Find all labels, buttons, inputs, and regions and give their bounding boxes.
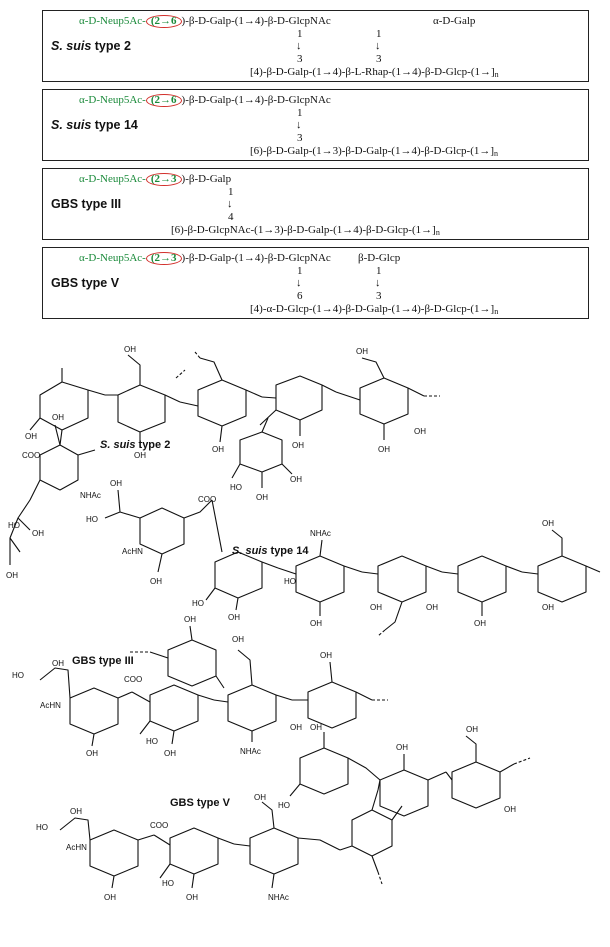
panel-1-extra-branch: α-D-Galp bbox=[433, 15, 476, 27]
svg-text:HO: HO bbox=[36, 823, 48, 832]
panel-3-one-a: 1 bbox=[228, 186, 234, 198]
svg-text:HO: HO bbox=[284, 577, 296, 586]
panel-3-chain: )-β-D-Galp bbox=[181, 173, 232, 185]
svg-text:HO: HO bbox=[8, 521, 20, 530]
svg-text:OH: OH bbox=[52, 413, 64, 422]
svg-text:COO: COO bbox=[198, 495, 217, 504]
sialic-acid-label: α-D-Neup5Ac- bbox=[79, 15, 146, 27]
svg-text:COO: COO bbox=[150, 821, 169, 830]
svg-text:OH: OH bbox=[396, 743, 408, 752]
svg-text:OH: OH bbox=[474, 619, 486, 628]
svg-text:OH: OH bbox=[104, 893, 116, 902]
linkage-highlight: (2→3 bbox=[146, 252, 182, 265]
structure-label-gbs-type3: GBS type III bbox=[72, 655, 134, 667]
svg-text:OH: OH bbox=[70, 807, 82, 816]
svg-text:OH: OH bbox=[6, 571, 18, 580]
panel-4-pos-b: 3 bbox=[376, 290, 382, 302]
svg-text:NHAc: NHAc bbox=[310, 529, 331, 538]
structure-label-gbs-type5: GBS type V bbox=[170, 797, 230, 809]
panel-2-arrow-a: ↓ bbox=[296, 119, 302, 131]
svg-text:HO: HO bbox=[192, 599, 204, 608]
panel-3-pos-a: 4 bbox=[228, 211, 234, 223]
svg-text:HO: HO bbox=[230, 483, 242, 492]
svg-text:OH: OH bbox=[310, 723, 322, 732]
svg-text:OH: OH bbox=[254, 793, 266, 802]
svg-text:AcHN: AcHN bbox=[66, 843, 87, 852]
structure-label-ssuis-type14: S. suis type 14 bbox=[232, 545, 309, 557]
svg-text:OH: OH bbox=[466, 725, 478, 734]
panel-3-title: GBS type III bbox=[51, 197, 122, 211]
panel-1-arrow-b: ↓ bbox=[375, 40, 381, 52]
panel-3-backbone: $[6)-\beta-D-GlcpNAc-(1\to 3)-\beta-D-Galp-(1\to 4)-\beta-D-Glcp-(1\to]_n$ bbox=[171, 224, 440, 237]
panel-1-one-a: 1 bbox=[297, 28, 303, 40]
svg-text:OH: OH bbox=[414, 427, 426, 436]
svg-text:OH: OH bbox=[310, 619, 322, 628]
svg-text:HO: HO bbox=[86, 515, 98, 524]
panel-4-arrow-b: ↓ bbox=[375, 277, 381, 289]
svg-text:HO: HO bbox=[278, 801, 290, 810]
svg-text:NHAc: NHAc bbox=[268, 893, 289, 902]
svg-text:OH: OH bbox=[150, 577, 162, 586]
svg-text:OH: OH bbox=[134, 451, 146, 460]
panel-ssuis-type14 bbox=[42, 89, 589, 161]
svg-text:OH: OH bbox=[426, 603, 438, 612]
panel-4-pos-a: 6 bbox=[297, 290, 303, 302]
panel-1-arrow-a: ↓ bbox=[296, 40, 302, 52]
svg-text:OH: OH bbox=[186, 893, 198, 902]
panel-gbs-type5 bbox=[42, 247, 589, 319]
panel-2-backbone: $[6)-\beta-D-Galp-(1\to 3)-\beta-D-Galp-(1\to 4)-\beta-D-Glcp-(1\to]_n$ bbox=[250, 145, 499, 158]
panel-4-one-a: 1 bbox=[297, 265, 303, 277]
panel-2-one-a: 1 bbox=[297, 107, 303, 119]
panel-3-main-line bbox=[79, 173, 231, 186]
structure-label-ssuis-type2: S. suis type 2 bbox=[100, 439, 171, 451]
structure-gbs-type5 bbox=[60, 732, 530, 888]
svg-text:OH: OH bbox=[232, 635, 244, 644]
panel-4-main-line bbox=[79, 252, 331, 265]
svg-text:HO: HO bbox=[146, 737, 158, 746]
panel-1-pos-a: 3 bbox=[297, 53, 303, 65]
panel-4-arrow-a: ↓ bbox=[296, 277, 302, 289]
panel-ssuis-type2 bbox=[42, 10, 589, 82]
svg-text:COO: COO bbox=[124, 675, 143, 684]
svg-text:OH: OH bbox=[25, 432, 37, 441]
panel-4-title: GBS type V bbox=[51, 276, 120, 290]
panel-1-title: S. suis type 2 bbox=[51, 39, 131, 53]
svg-text:OH: OH bbox=[124, 345, 136, 354]
svg-text:COO: COO bbox=[22, 451, 41, 460]
chemical-structures bbox=[0, 340, 610, 940]
panel-4-one-b: 1 bbox=[376, 265, 382, 277]
panel-2-title: S. suis type 14 bbox=[51, 118, 138, 132]
svg-text:OH: OH bbox=[164, 749, 176, 758]
svg-text:HO: HO bbox=[12, 671, 24, 680]
panel-2-main-line bbox=[79, 94, 331, 107]
sialic-acid-label: α-D-Neup5Ac- bbox=[79, 173, 146, 185]
sialic-acid-label: α-D-Neup5Ac- bbox=[79, 252, 146, 264]
svg-text:OH: OH bbox=[32, 529, 44, 538]
panel-1-pos-b: 3 bbox=[376, 53, 382, 65]
panel-1-one-b: 1 bbox=[376, 28, 382, 40]
linkage-highlight: (2→6 bbox=[146, 15, 182, 28]
structure-ssuis-type14 bbox=[105, 490, 600, 636]
svg-text:OH: OH bbox=[378, 445, 390, 454]
panel-2-pos-a: 3 bbox=[297, 132, 303, 144]
svg-text:OH: OH bbox=[212, 445, 224, 454]
svg-text:NHAc: NHAc bbox=[240, 747, 261, 756]
svg-text:AcHN: AcHN bbox=[40, 701, 61, 710]
svg-text:OH: OH bbox=[86, 749, 98, 758]
panel-3-arrow-a: ↓ bbox=[227, 198, 233, 210]
svg-text:OH: OH bbox=[370, 603, 382, 612]
linkage-highlight: (2→3 bbox=[146, 173, 182, 186]
panel-2-chain: )-β-D-Galp-(1→4)-β-D-GlcpNAc bbox=[181, 94, 331, 106]
panel-4-extra-branch: β-D-Glcp bbox=[358, 252, 401, 264]
svg-text:OH: OH bbox=[542, 603, 554, 612]
svg-text:OH: OH bbox=[504, 805, 516, 814]
svg-text:OH: OH bbox=[290, 475, 302, 484]
svg-text:OH: OH bbox=[542, 519, 554, 528]
panel-1-backbone: $[4)-\beta-D-Galp-(1\to 4)-\beta-L-Rhap-(1\to 4)-\beta-D-Glcp-(1\to]_n$ bbox=[250, 66, 499, 79]
svg-text:OH: OH bbox=[228, 613, 240, 622]
structure-ssuis-type2 bbox=[10, 352, 440, 565]
panel-1-chain: )-β-D-Galp-(1→4)-β-D-GlcpNAc bbox=[181, 15, 331, 27]
svg-text:OH: OH bbox=[320, 651, 332, 660]
svg-text:OH: OH bbox=[52, 659, 64, 668]
svg-text:OH: OH bbox=[256, 493, 268, 502]
panel-4-chain: )-β-D-Galp-(1→4)-β-D-GlcpNAc bbox=[181, 252, 331, 264]
svg-text:OH: OH bbox=[110, 479, 122, 488]
svg-text:OH: OH bbox=[290, 723, 302, 732]
panel-gbs-type3 bbox=[42, 168, 589, 240]
panel-4-backbone: $[4)-\alpha-D-Glcp-(1\to 4)-\beta-D-Galp-(1\to 4)-\beta-D-Glcp-(1\to]_n$ bbox=[250, 303, 499, 316]
svg-text:AcHN: AcHN bbox=[122, 547, 143, 556]
linkage-highlight: (2→6 bbox=[146, 94, 182, 107]
svg-text:HO: HO bbox=[162, 879, 174, 888]
svg-text:OH: OH bbox=[356, 347, 368, 356]
structure-gbs-type3 bbox=[40, 626, 388, 746]
svg-text:NHAc: NHAc bbox=[80, 491, 101, 500]
sialic-acid-label: α-D-Neup5Ac- bbox=[79, 94, 146, 106]
svg-text:OH: OH bbox=[184, 615, 196, 624]
atom-labels bbox=[6, 345, 554, 902]
panel-1-main-line bbox=[79, 15, 331, 28]
svg-text:OH: OH bbox=[292, 441, 304, 450]
